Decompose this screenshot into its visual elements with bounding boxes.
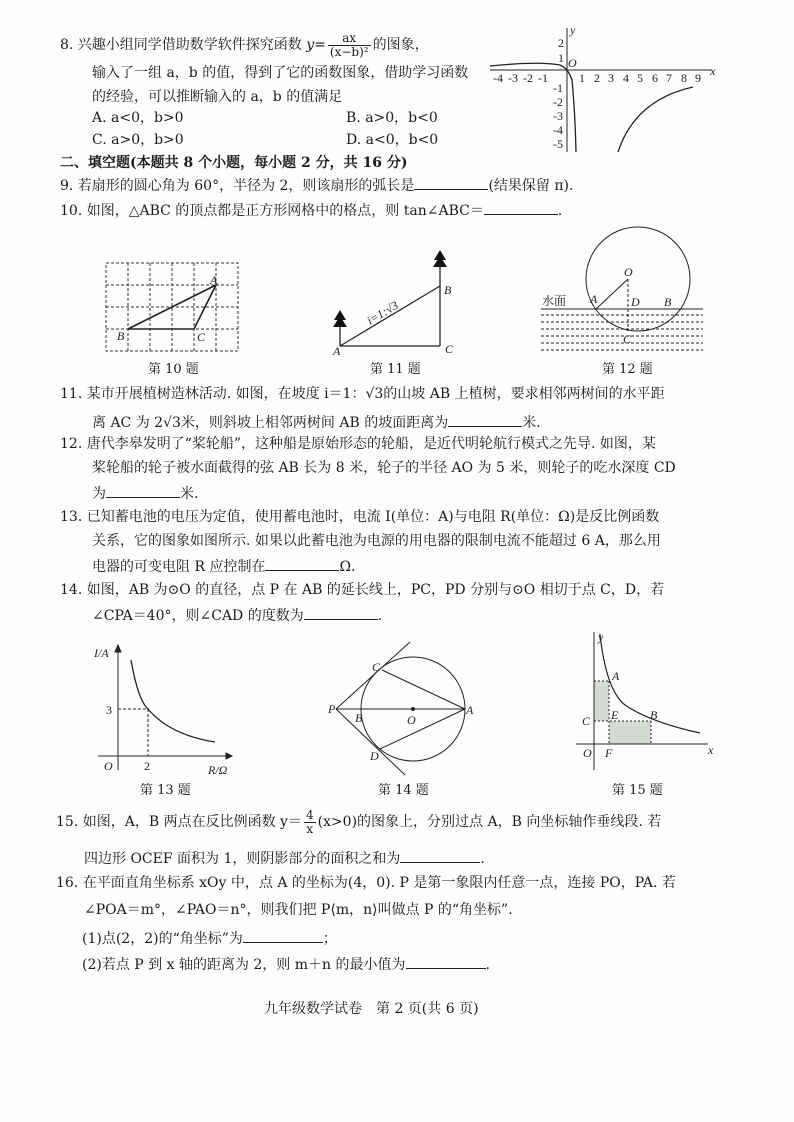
- answer-blank[interactable]: [106, 483, 180, 498]
- fig10-label-c: C: [197, 330, 206, 344]
- q16-line1: 16. 在平面直角坐标系 xOy 中，点 A 的坐标为(4，0). P 是第一象限内任意一点，连接 PO，PA. 若: [56, 875, 676, 891]
- y-tick: 2: [558, 36, 564, 50]
- answer-blank[interactable]: [448, 412, 522, 427]
- q13-line1: 13. 已知蓄电池的电压为定值，使用蓄电池时，电流 I(单位：A)与电阻 R(单位：Ω)是反比例函数: [60, 509, 660, 525]
- text: 的图象，: [372, 37, 429, 53]
- q12-line3: [92, 483, 198, 503]
- fig14-label-o: O: [407, 713, 416, 727]
- q8-option-d: D. a<0，b<0: [346, 132, 439, 148]
- q14-line2: [92, 605, 382, 625]
- text: (1)点(2，2)的“角坐标”为: [82, 931, 243, 947]
- fig12-wheel: [541, 227, 703, 350]
- fig15-y-label: y: [598, 630, 604, 644]
- fig15-caption: 第 15 题: [612, 783, 663, 798]
- q13-line3: [92, 556, 356, 576]
- fig11-label-a: A: [333, 344, 341, 358]
- q15-line1: [56, 804, 661, 840]
- fig14-label-d: D: [370, 749, 379, 763]
- fig15-graph: [576, 632, 708, 770]
- q12-line1: 12. 唐代李皋发明了“桨轮船”，这种船是原始形态的轮船，是近代明轮航行模式之先导. 如图，某: [60, 436, 656, 452]
- q8-option-c: C. a>0，b>0: [92, 132, 184, 148]
- text: ；: [322, 931, 337, 947]
- text: (2)若点 P 到 x 轴的距离为 2，则 m＋n 的最小值为: [82, 957, 406, 973]
- fig13-y-label: I/A: [94, 646, 109, 660]
- q9: [60, 175, 573, 195]
- fig12-label-c: C: [623, 332, 632, 346]
- fig10-label-a: A: [210, 273, 218, 287]
- shaded-region: [609, 721, 651, 744]
- center-dot: [411, 707, 415, 711]
- fig13-origin: O: [104, 759, 113, 773]
- x-tick: -1: [538, 71, 548, 85]
- text: .: [485, 957, 490, 973]
- x-tick: -3: [508, 71, 518, 85]
- q16-line2: ∠POA＝m°，∠PAO＝n°，则我们把 P⟨m，n⟩叫做点 P 的“角坐标”.: [84, 902, 513, 918]
- q8-function-graph: [490, 28, 712, 152]
- fig14-label-a: A: [466, 703, 474, 717]
- x-tick: 1: [579, 71, 585, 85]
- y-tick: 1: [558, 51, 564, 65]
- text: .: [480, 851, 485, 867]
- fig12-label-d: D: [631, 295, 640, 309]
- text: 米.: [180, 486, 199, 502]
- y-axis-label: y: [570, 23, 576, 37]
- q8-graph-labels: [493, 23, 716, 151]
- fig14-caption: 第 14 题: [378, 783, 429, 798]
- fig12-label-b: B: [664, 295, 672, 309]
- answer-blank[interactable]: [406, 954, 486, 969]
- fig13-graph: [98, 645, 232, 770]
- page-footer: 九年级数学试卷 第 2 页(共 6 页): [264, 1001, 479, 1017]
- fig15-label-b: B: [650, 708, 658, 722]
- q8-option-a: A. a<0，b>0: [92, 110, 184, 126]
- q16-sub2: [82, 954, 490, 974]
- x-tick: 2: [594, 71, 600, 85]
- x-tick: 8: [681, 71, 687, 85]
- answer-blank[interactable]: [243, 928, 323, 943]
- x-tick: 9: [695, 71, 701, 85]
- q12-line2: 桨轮船的轮子被水面截得的弦 AB 长为 8 米，轮子的半径 AO 为 5 米，则轮子的吃水深度 CD: [92, 460, 676, 476]
- q8-stem-line2: 输入了一组 a，b 的值，得到了它的函数图象，借助学习函数: [92, 65, 469, 81]
- text: 10. 如图，△ABC 的顶点都是正方形网格中的格点，则 tan∠ABC＝: [60, 203, 484, 219]
- y-tick: -5: [553, 137, 563, 151]
- x-tick: -2: [523, 71, 533, 85]
- x-axis-label: x: [710, 64, 716, 78]
- fig15-label-a: A: [612, 669, 620, 683]
- q15-line2: [84, 848, 485, 868]
- text: 9. 若扇形的圆心角为 60°，半径为 2，则该扇形的弧长是: [60, 178, 415, 194]
- fig15-x-label: x: [708, 743, 714, 757]
- q16-sub1: [82, 928, 337, 948]
- fig10-label-b: B: [117, 329, 125, 343]
- fig14-label-p: P: [328, 702, 336, 716]
- q8-option-b: B. a>0，b<0: [346, 110, 438, 126]
- answer-blank[interactable]: [414, 175, 488, 190]
- text: .: [377, 608, 383, 624]
- y-tick: -4: [553, 123, 563, 137]
- fig11-caption: 第 11 题: [370, 362, 421, 377]
- fig13-x-value: 2: [144, 759, 150, 773]
- x-tick: 3: [608, 71, 614, 85]
- denominator: (x−b)²: [329, 44, 369, 59]
- fig15-origin: O: [583, 746, 592, 760]
- numerator: 4: [305, 807, 314, 822]
- q13-line2: 关系，它的图象如图所示. 如果以此蓄电池为电源的用电器的限制电流不能超过 6 A，那么用: [92, 533, 661, 549]
- fig14-label-c: C: [372, 660, 381, 674]
- answer-blank[interactable]: [400, 848, 480, 863]
- curve-right-branch: [618, 87, 693, 152]
- fig14-label-b: B: [355, 711, 363, 725]
- x-tick: 5: [637, 71, 643, 85]
- x-tick: 7: [666, 71, 672, 85]
- fig13-x-label: R/Ω: [208, 763, 228, 777]
- answer-blank[interactable]: [304, 605, 378, 620]
- text: 15. 如图，A，B 两点在反比例函数 y＝: [56, 814, 302, 830]
- fig11-label-c: C: [445, 342, 454, 356]
- text: 米.: [522, 415, 541, 431]
- fig15-label-f: F: [605, 746, 613, 760]
- shaded-region: [594, 681, 609, 721]
- x-tick: 4: [623, 71, 629, 85]
- q11-line2: [92, 412, 541, 432]
- formula: y=: [306, 37, 326, 53]
- y-tick: -3: [553, 109, 563, 123]
- fig10-caption: 第 10 题: [148, 362, 199, 377]
- text: Ω.: [339, 559, 356, 575]
- text: 离 AC 为 2√3米，则斜坡上相邻两树间 AB 的坡面距离为: [92, 415, 449, 431]
- text: 为: [92, 486, 106, 502]
- text: (x>0)的图象上，分别过点 A，B 向坐标轴作垂线段. 若: [317, 814, 662, 830]
- answer-blank[interactable]: [484, 200, 558, 215]
- text: (结果保留 π).: [488, 178, 574, 194]
- text: .: [557, 203, 563, 219]
- fig12-water-label: 水面: [542, 294, 567, 308]
- fig11-label-b: B: [444, 283, 452, 297]
- x-tick: -4: [493, 71, 503, 85]
- origin-label: O: [568, 56, 577, 70]
- y-tick: -2: [553, 95, 563, 109]
- q10: [60, 200, 562, 220]
- fig11-slope-label: i=1:√3: [364, 298, 401, 328]
- fig13-caption: 第 13 题: [140, 783, 191, 798]
- fig15-label-c: C: [582, 714, 591, 728]
- text: ∠CPA＝40°，则∠CAD 的度数为: [92, 608, 304, 624]
- fig12-caption: 第 12 题: [602, 362, 653, 377]
- text: 电器的可变电阻 R 应控制在: [92, 559, 266, 575]
- q8-stem-line3: 的经验，可以推断输入的 a，b 的值满足: [92, 89, 343, 105]
- fig15-label-e: E: [611, 708, 619, 722]
- y-tick: -1: [553, 81, 563, 95]
- x-tick: 6: [652, 71, 658, 85]
- q14-line1: 14. 如图，AB 为⊙O 的直径，点 P 在 AB 的延长线上，PC，PD 分别与⊙O 相切于点 C，D，若: [60, 582, 665, 598]
- fig12-label-o: O: [624, 265, 633, 279]
- fig14-circle: [336, 642, 465, 775]
- section-heading: 二、填空题(本题共 8 个小题，每小题 2 分，共 16 分): [60, 155, 408, 171]
- fraction: [304, 809, 316, 836]
- fig13-y-value: 3: [106, 703, 112, 717]
- fig12-label-a: A: [590, 292, 598, 306]
- text: 四边形 OCEF 面积为 1，则阴影部分的面积之和为: [84, 851, 401, 867]
- numerator: ax: [328, 32, 371, 46]
- denominator: x: [306, 821, 314, 836]
- answer-blank[interactable]: [265, 556, 339, 571]
- q11-line1: 11. 某市开展植树造林活动. 如图，在坡度 i＝1：√3的山坡 AB 上植树，要求相邻两树间的水平距: [60, 386, 665, 402]
- text: 8. 兴趣小组同学借助数学软件探究函数: [60, 37, 307, 53]
